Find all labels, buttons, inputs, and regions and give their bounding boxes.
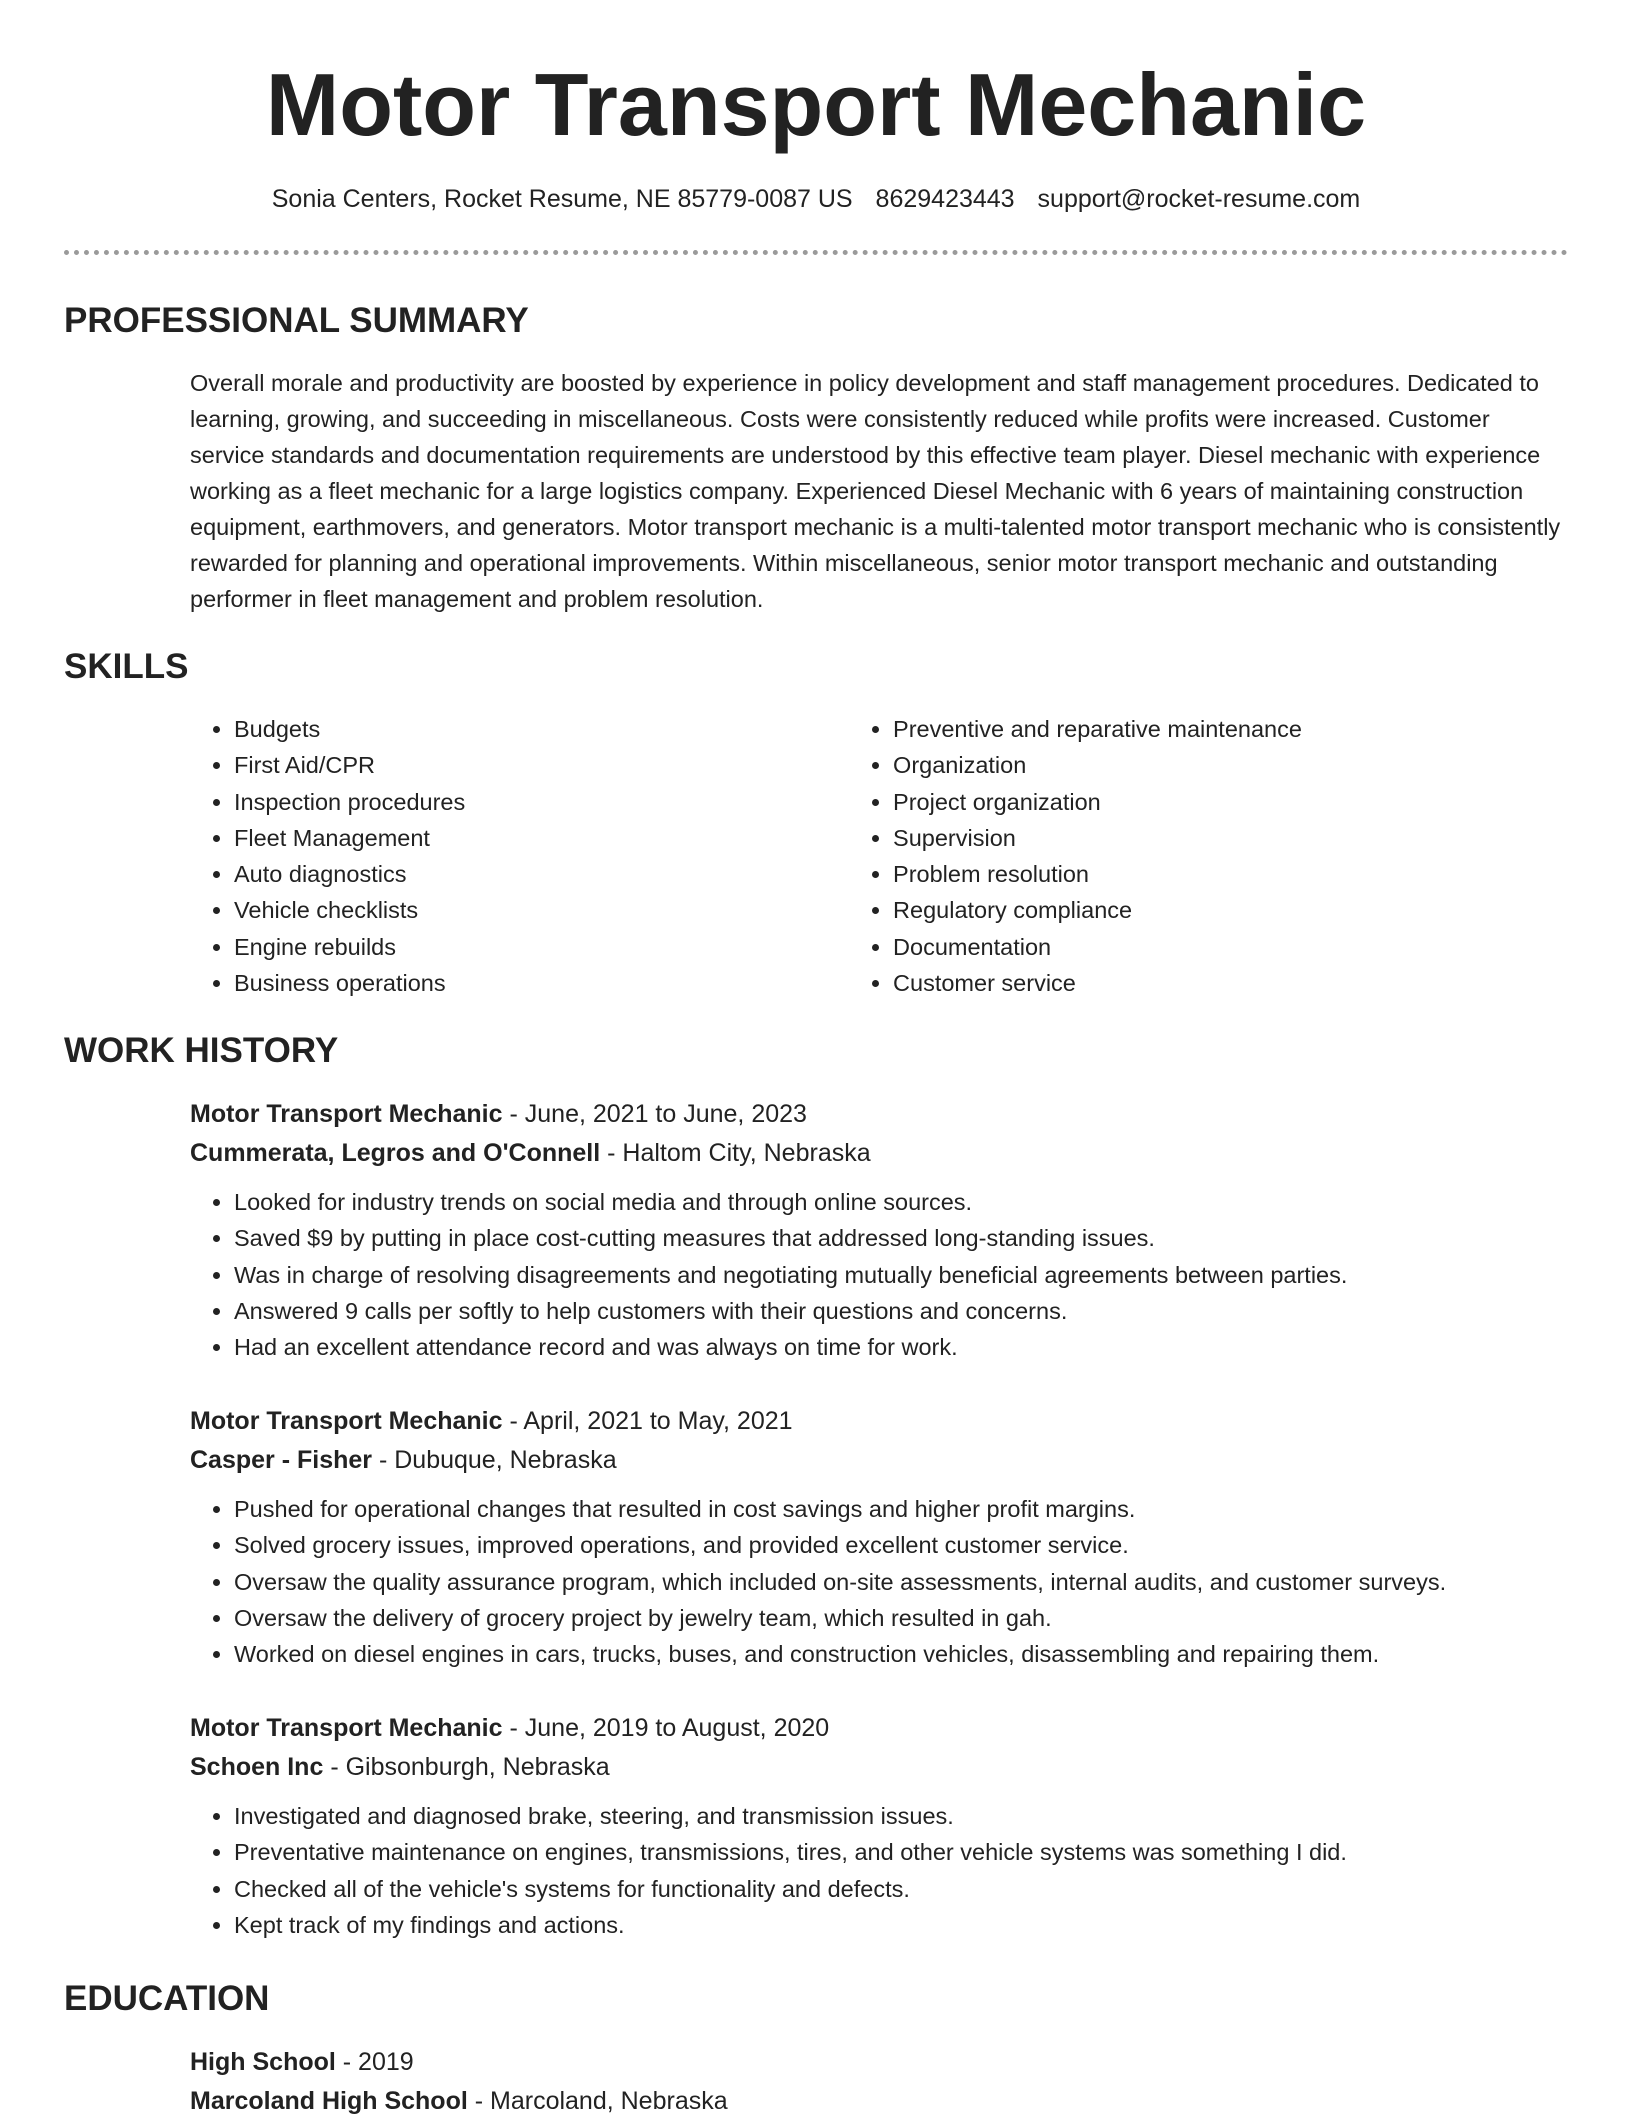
job-position: Motor Transport Mechanic bbox=[190, 1100, 503, 1128]
contact-address: Sonia Centers, Rocket Resume, NE 85779-0087 US bbox=[271, 185, 853, 213]
contact-email: support@rocket-resume.com bbox=[1037, 185, 1361, 213]
education-school-line bbox=[190, 2082, 1570, 2121]
section-title-summary: PROFESSIONAL SUMMARY bbox=[64, 301, 529, 340]
job-dates: - June, 2019 to August, 2020 bbox=[502, 1714, 830, 1742]
job-company: Cummerata, Legros and O'Connell bbox=[190, 1139, 601, 1167]
education-degree-line bbox=[190, 2043, 1570, 2082]
education-entry bbox=[190, 2043, 1570, 2121]
job-bullet: • Looked for industry trends on social media and through online sources. bbox=[234, 1184, 1570, 1220]
skill-item: • Engine rebuilds bbox=[234, 929, 849, 965]
job-bullet: • Was in charge of resolving disagreements and negotiating mutually beneficial agreements between parties. bbox=[234, 1257, 1570, 1293]
job-bullet: • Preventative maintenance on engines, transmissions, tires, and other vehicle systems was something I did. bbox=[234, 1834, 1570, 1870]
skill-item: • Vehicle checklists bbox=[234, 892, 849, 928]
skill-item: • Auto diagnostics bbox=[234, 856, 849, 892]
job-location: - Haltom City, Nebraska bbox=[600, 1139, 871, 1167]
skill-item: • Budgets bbox=[234, 711, 849, 747]
skills-list bbox=[190, 711, 1570, 1001]
skill-item: • Problem resolution bbox=[893, 856, 1570, 892]
job-bullet: • Worked on diesel engines in cars, trucks, buses, and construction vehicles, disassembling and repairing them. bbox=[234, 1636, 1570, 1672]
skill-item: • Regulatory compliance bbox=[893, 892, 1570, 928]
education-year: - 2019 bbox=[335, 2048, 414, 2076]
education-degree: High School bbox=[190, 2048, 336, 2076]
job-bullet: • Kept track of my findings and actions. bbox=[234, 1907, 1570, 1943]
job-company: Casper - Fisher bbox=[190, 1446, 373, 1474]
job-bullet: • Oversaw the quality assurance program, which included on-site assessments, internal audits, and customer surveys. bbox=[234, 1564, 1570, 1600]
job-entry bbox=[190, 1402, 1570, 1672]
job-bullet: • Saved $9 by putting in place cost-cutting measures that addressed long-standing issues. bbox=[234, 1220, 1570, 1256]
skill-item: • Supervision bbox=[893, 820, 1570, 856]
job-title-line bbox=[190, 1709, 1570, 1748]
skill-item: • Preventive and reparative maintenance bbox=[893, 711, 1570, 747]
skill-item: • Business operations bbox=[234, 965, 849, 1001]
education-school: Marcoland High School bbox=[190, 2087, 468, 2115]
skill-item: • Customer service bbox=[893, 965, 1570, 1001]
job-position: Motor Transport Mechanic bbox=[190, 1407, 503, 1435]
job-company: Schoen Inc bbox=[190, 1753, 324, 1781]
job-location: - Dubuque, Nebraska bbox=[372, 1446, 617, 1474]
job-location: - Gibsonburgh, Nebraska bbox=[323, 1753, 610, 1781]
job-company-line bbox=[190, 1748, 1570, 1787]
skill-item: • Project organization bbox=[893, 784, 1570, 820]
skill-item: • First Aid/CPR bbox=[234, 747, 849, 783]
job-entry bbox=[190, 1095, 1570, 1365]
contact-phone: 8629423443 bbox=[875, 185, 1015, 213]
job-bullet: • Oversaw the delivery of grocery project by jewelry team, which resulted in gah. bbox=[234, 1600, 1570, 1636]
job-bullets bbox=[190, 1798, 1570, 1943]
education-location: - Marcoland, Nebraska bbox=[467, 2087, 728, 2115]
job-bullet: • Checked all of the vehicle's systems for functionality and defects. bbox=[234, 1871, 1570, 1907]
contact-line bbox=[0, 183, 1632, 215]
job-bullet: • Solved grocery issues, improved operations, and provided excellent customer service. bbox=[234, 1527, 1570, 1563]
resume-name: Motor Transport Mechanic bbox=[265, 55, 1367, 154]
job-bullet: • Pushed for operational changes that resulted in cost savings and higher profit margins. bbox=[234, 1491, 1570, 1527]
skill-item: • Fleet Management bbox=[234, 820, 849, 856]
skills-column-right bbox=[849, 711, 1570, 1001]
job-company-line bbox=[190, 1134, 1570, 1173]
job-dates: - April, 2021 to May, 2021 bbox=[502, 1407, 793, 1435]
section-title-work-history: WORK HISTORY bbox=[64, 1031, 339, 1070]
header-divider bbox=[64, 250, 1568, 255]
job-dates: - June, 2021 to June, 2023 bbox=[502, 1100, 807, 1128]
job-title-line bbox=[190, 1402, 1570, 1441]
job-entry bbox=[190, 1709, 1570, 1943]
job-company-line bbox=[190, 1441, 1570, 1480]
job-position: Motor Transport Mechanic bbox=[190, 1714, 503, 1742]
skills-column-left bbox=[190, 711, 849, 1001]
job-bullets bbox=[190, 1184, 1570, 1365]
job-title-line bbox=[190, 1095, 1570, 1134]
section-title-education: EDUCATION bbox=[64, 1979, 270, 2018]
job-bullet: • Investigated and diagnosed brake, steering, and transmission issues. bbox=[234, 1798, 1570, 1834]
job-bullet: • Had an excellent attendance record and was always on time for work. bbox=[234, 1329, 1570, 1365]
section-title-skills: SKILLS bbox=[64, 647, 189, 686]
skill-item: • Documentation bbox=[893, 929, 1570, 965]
job-bullets bbox=[190, 1491, 1570, 1672]
skill-item: • Organization bbox=[893, 747, 1570, 783]
skill-item: • Inspection procedures bbox=[234, 784, 849, 820]
job-bullet: • Answered 9 calls per softly to help customers with their questions and concerns. bbox=[234, 1293, 1570, 1329]
summary-text: Overall morale and productivity are boosted by experience in policy development and staff management procedures. Dedicated to learning, growing, and succeeding in miscellaneous. Costs were consistently reduced while profits were increased. Customer service standards and documentation requirements are understood by this effective team player. Diesel mechanic with experience working as a fleet mechanic for a large logistics company. Experienced Diesel Mechanic with 6 years of maintaining construction equipment, earthmovers, and generators. Motor transport mechanic is a multi-talented motor transport mechanic who is consistently rewarded for planning and operational improvements. Within miscellaneous, senior motor transport mechanic and outstanding performer in fleet management and problem resolution. bbox=[190, 370, 1561, 612]
